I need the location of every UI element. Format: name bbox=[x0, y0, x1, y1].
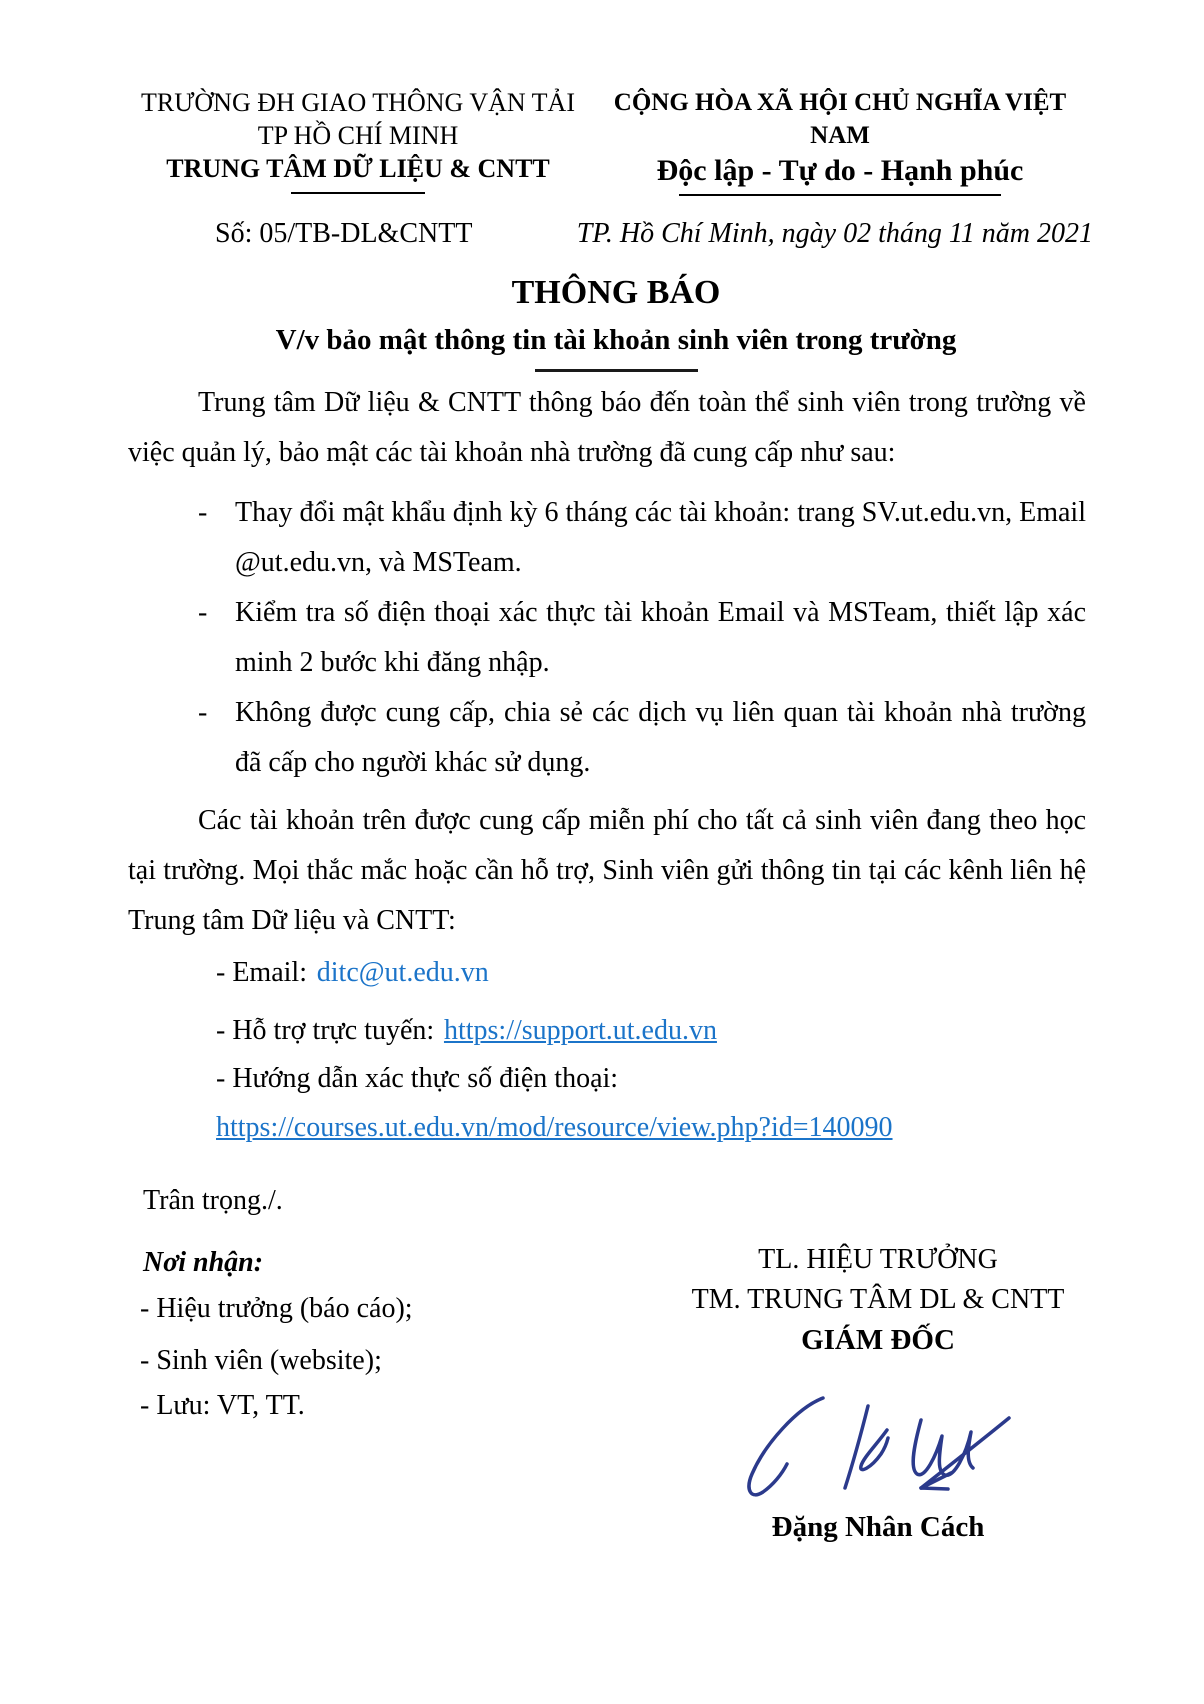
issuing-org-block bbox=[120, 86, 596, 194]
signature-image bbox=[735, 1392, 1025, 1502]
support-label: - Hỗ trợ trực tuyến: bbox=[216, 1015, 435, 1046]
contact-guide-line bbox=[216, 1054, 618, 1104]
motto-divider-rule bbox=[679, 194, 1001, 196]
bullet-text: Kiểm tra số điện thoại xác thực tài khoản Email và MSTeam, thiết lập xác minh 2 bước khi đăng nhập. bbox=[235, 597, 1086, 678]
org-name-line2: TP HỒ CHÍ MINH bbox=[257, 121, 459, 150]
approver-title-line3: GIÁM ĐỐC bbox=[801, 1324, 955, 1356]
national-motto: Độc lập - Tự do - Hạnh phúc bbox=[656, 154, 1024, 187]
email-label: - Email: bbox=[216, 957, 307, 988]
contact-support-line bbox=[216, 1006, 717, 1056]
signature-stroke bbox=[749, 1398, 823, 1495]
bullet-text: Không được cung cấp, chia sẻ các dịch vụ liên quan tài khoản nhà trường đã cấp cho người khác sử dụng. bbox=[235, 697, 1086, 778]
bullet-text: Thay đổi mật khẩu định kỳ 6 tháng các tài khoản: trang SV.ut.edu.vn, Email @ut.edu.vn, và MSTeam. bbox=[235, 497, 1086, 578]
notice-subtitle: V/v bảo mật thông tin tài khoản sinh viên trong trường bbox=[275, 324, 957, 356]
bullet-dash: - bbox=[198, 697, 208, 728]
document-number: Số: 05/TB-DL&CNTT bbox=[215, 218, 473, 249]
signer-name: Đặng Nhân Cách bbox=[771, 1511, 985, 1543]
org-name-line1: TRƯỜNG ĐH GIAO THÔNG VẬN TẢI bbox=[141, 88, 575, 117]
recipient-item: - Lưu: VT, TT. bbox=[140, 1390, 305, 1421]
contact-email-line bbox=[216, 948, 489, 998]
notice-title: THÔNG BÁO bbox=[511, 274, 721, 311]
approver-title-line1: TL. HIỆU TRƯỞNG bbox=[758, 1244, 998, 1275]
contact-guide-url-line bbox=[216, 1103, 893, 1153]
bullet-item bbox=[128, 488, 1086, 588]
place-date-line: TP. Hồ Chí Minh, ngày 02 tháng 11 năm 2021 bbox=[576, 218, 1093, 249]
signature-stroke bbox=[845, 1406, 868, 1488]
guide-link[interactable]: https://courses.ut.edu.vn/mod/resource/view.php?id=140090 bbox=[216, 1112, 893, 1143]
national-header-block bbox=[600, 86, 1080, 196]
org-divider-rule bbox=[291, 192, 425, 194]
bullet-list bbox=[128, 488, 1086, 788]
bullet-item bbox=[128, 688, 1086, 788]
email-link[interactable]: ditc@ut.edu.vn bbox=[316, 957, 489, 988]
approver-title-line2: TM. TRUNG TÂM DL & CNTT bbox=[691, 1284, 1065, 1315]
recipient-item: - Hiệu trưởng (báo cáo); bbox=[140, 1293, 413, 1324]
signature-stroke bbox=[913, 1420, 973, 1475]
bullet-item bbox=[128, 588, 1086, 688]
closing-text: Trân trọng./. bbox=[143, 1185, 283, 1216]
title-divider-rule bbox=[535, 369, 698, 372]
intro-paragraph: Trung tâm Dữ liệu & CNTT thông báo đến toàn thể sinh viên trong trường về việc quản lý, bảo mật các tài khoản nhà trường đã cung cấp như sau: bbox=[128, 387, 1086, 468]
guide-label: - Hướng dẫn xác thực số điện thoại: bbox=[216, 1063, 619, 1094]
bullet-dash: - bbox=[198, 497, 208, 528]
recipients-heading: Nơi nhận: bbox=[143, 1247, 264, 1278]
org-department: TRUNG TÂM DỮ LIỆU & CNTT bbox=[166, 154, 550, 183]
recipient-item: - Sinh viên (website); bbox=[140, 1345, 382, 1376]
bullet-dash: - bbox=[198, 597, 208, 628]
national-title: CỘNG HÒA XÃ HỘI CHỦ NGHĨA VIỆT NAM bbox=[613, 89, 1067, 149]
body-paragraph: Các tài khoản trên được cung cấp miễn phí cho tất cả sinh viên đang theo học tại trường. Mọi thắc mắc hoặc cần hỗ trợ, Sinh viên gửi thông tin tại các kênh liên hệ Trung tâm Dữ liệu và CNTT: bbox=[128, 805, 1086, 936]
signature-stroke bbox=[861, 1430, 888, 1470]
support-link[interactable]: https://support.ut.edu.vn bbox=[443, 1015, 717, 1046]
